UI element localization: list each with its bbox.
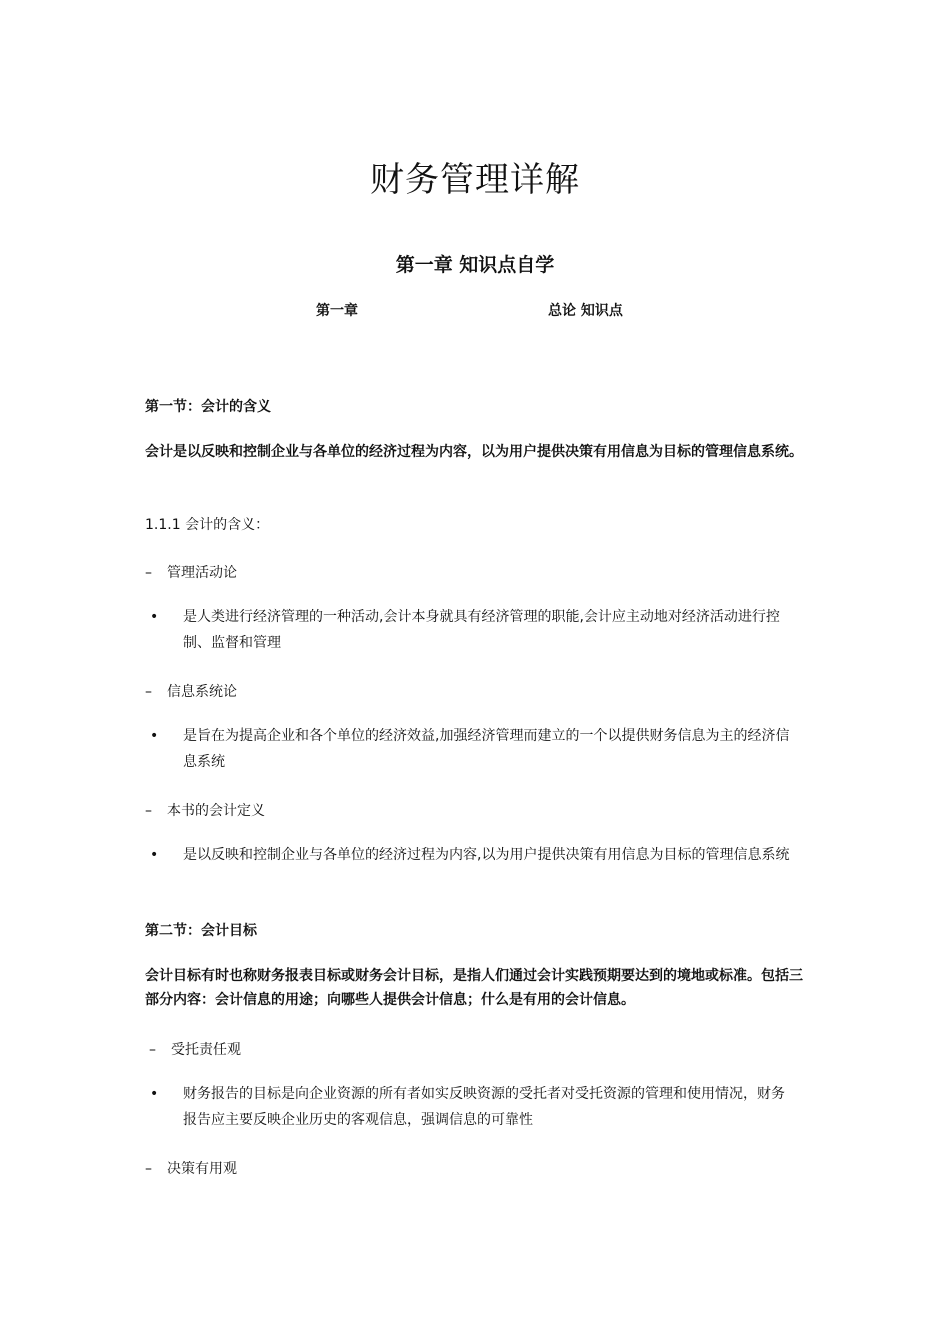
dash-list-item [145, 681, 237, 701]
bullet-icon: • [150, 847, 159, 863]
dash-item-label: 受托责任观 [171, 1042, 241, 1058]
section-heading: 第一节：会计的含义 [145, 399, 271, 415]
bullet-item-text: 是人类进行经济管理的一种活动,会计本身就具有经济管理的职能,会计应主动地对经济活动进行控制、监督和管理 [183, 609, 780, 651]
subsection-heading: 1.1.1 会计的含义： [145, 517, 270, 533]
dash-item-label: 信息系统论 [167, 684, 237, 700]
dash-list-item [145, 800, 265, 820]
bullet-list-item [150, 723, 790, 775]
document-title: 财务管理详解 [370, 160, 580, 200]
chapter-subtitle-left: 第一章 [316, 303, 358, 319]
bullet-icon: • [150, 1086, 159, 1102]
dash-marker: – [145, 1161, 152, 1177]
section-heading: 第二节：会计目标 [145, 923, 257, 939]
dash-marker: – [149, 1042, 156, 1058]
section-intro: 会计目标有时也称财务报表目标或财务会计目标，是指人们通过会计实践预期要达到的境地或标准。包括三部分内容：会计信息的用途；向哪些人提供会计信息；什么是有用的会计信息。 [145, 968, 803, 1008]
bullet-icon: • [150, 728, 159, 744]
dash-item-label: 本书的会计定义 [167, 803, 265, 819]
section-intro: 会计是以反映和控制企业与各单位的经济过程为内容，以为用户提供决策有用信息为目标的管理信息系统。 [145, 444, 803, 460]
bullet-item-text: 财务报告的目标是向企业资源的所有者如实反映资源的受托者对受托资源的管理和使用情况，财务报告应主要反映企业历史的客观信息，强调信息的可靠性 [183, 1086, 785, 1128]
dash-marker: – [145, 803, 152, 819]
dash-list-item [149, 1039, 241, 1059]
bullet-icon: • [150, 609, 159, 625]
bullet-list-item [150, 1081, 790, 1133]
dash-list-item [145, 562, 237, 582]
bullet-item-text: 是旨在为提高企业和各个单位的经济效益,加强经济管理而建立的一个以提供财务信息为主的经济信息系统 [183, 728, 790, 770]
dash-item-label: 决策有用观 [167, 1161, 237, 1177]
dash-marker: – [145, 565, 152, 581]
dash-marker: – [145, 684, 152, 700]
bullet-item-text: 是以反映和控制企业与各单位的经济过程为内容,以为用户提供决策有用信息为目标的管理信息系统 [183, 847, 790, 863]
dash-list-item [145, 1158, 237, 1178]
bullet-list-item [150, 842, 790, 868]
chapter-subtitle-right: 总论 知识点 [548, 303, 623, 319]
dash-item-label: 管理活动论 [167, 565, 237, 581]
chapter-title: 第一章 知识点自学 [395, 254, 555, 276]
bullet-list-item [150, 604, 790, 656]
